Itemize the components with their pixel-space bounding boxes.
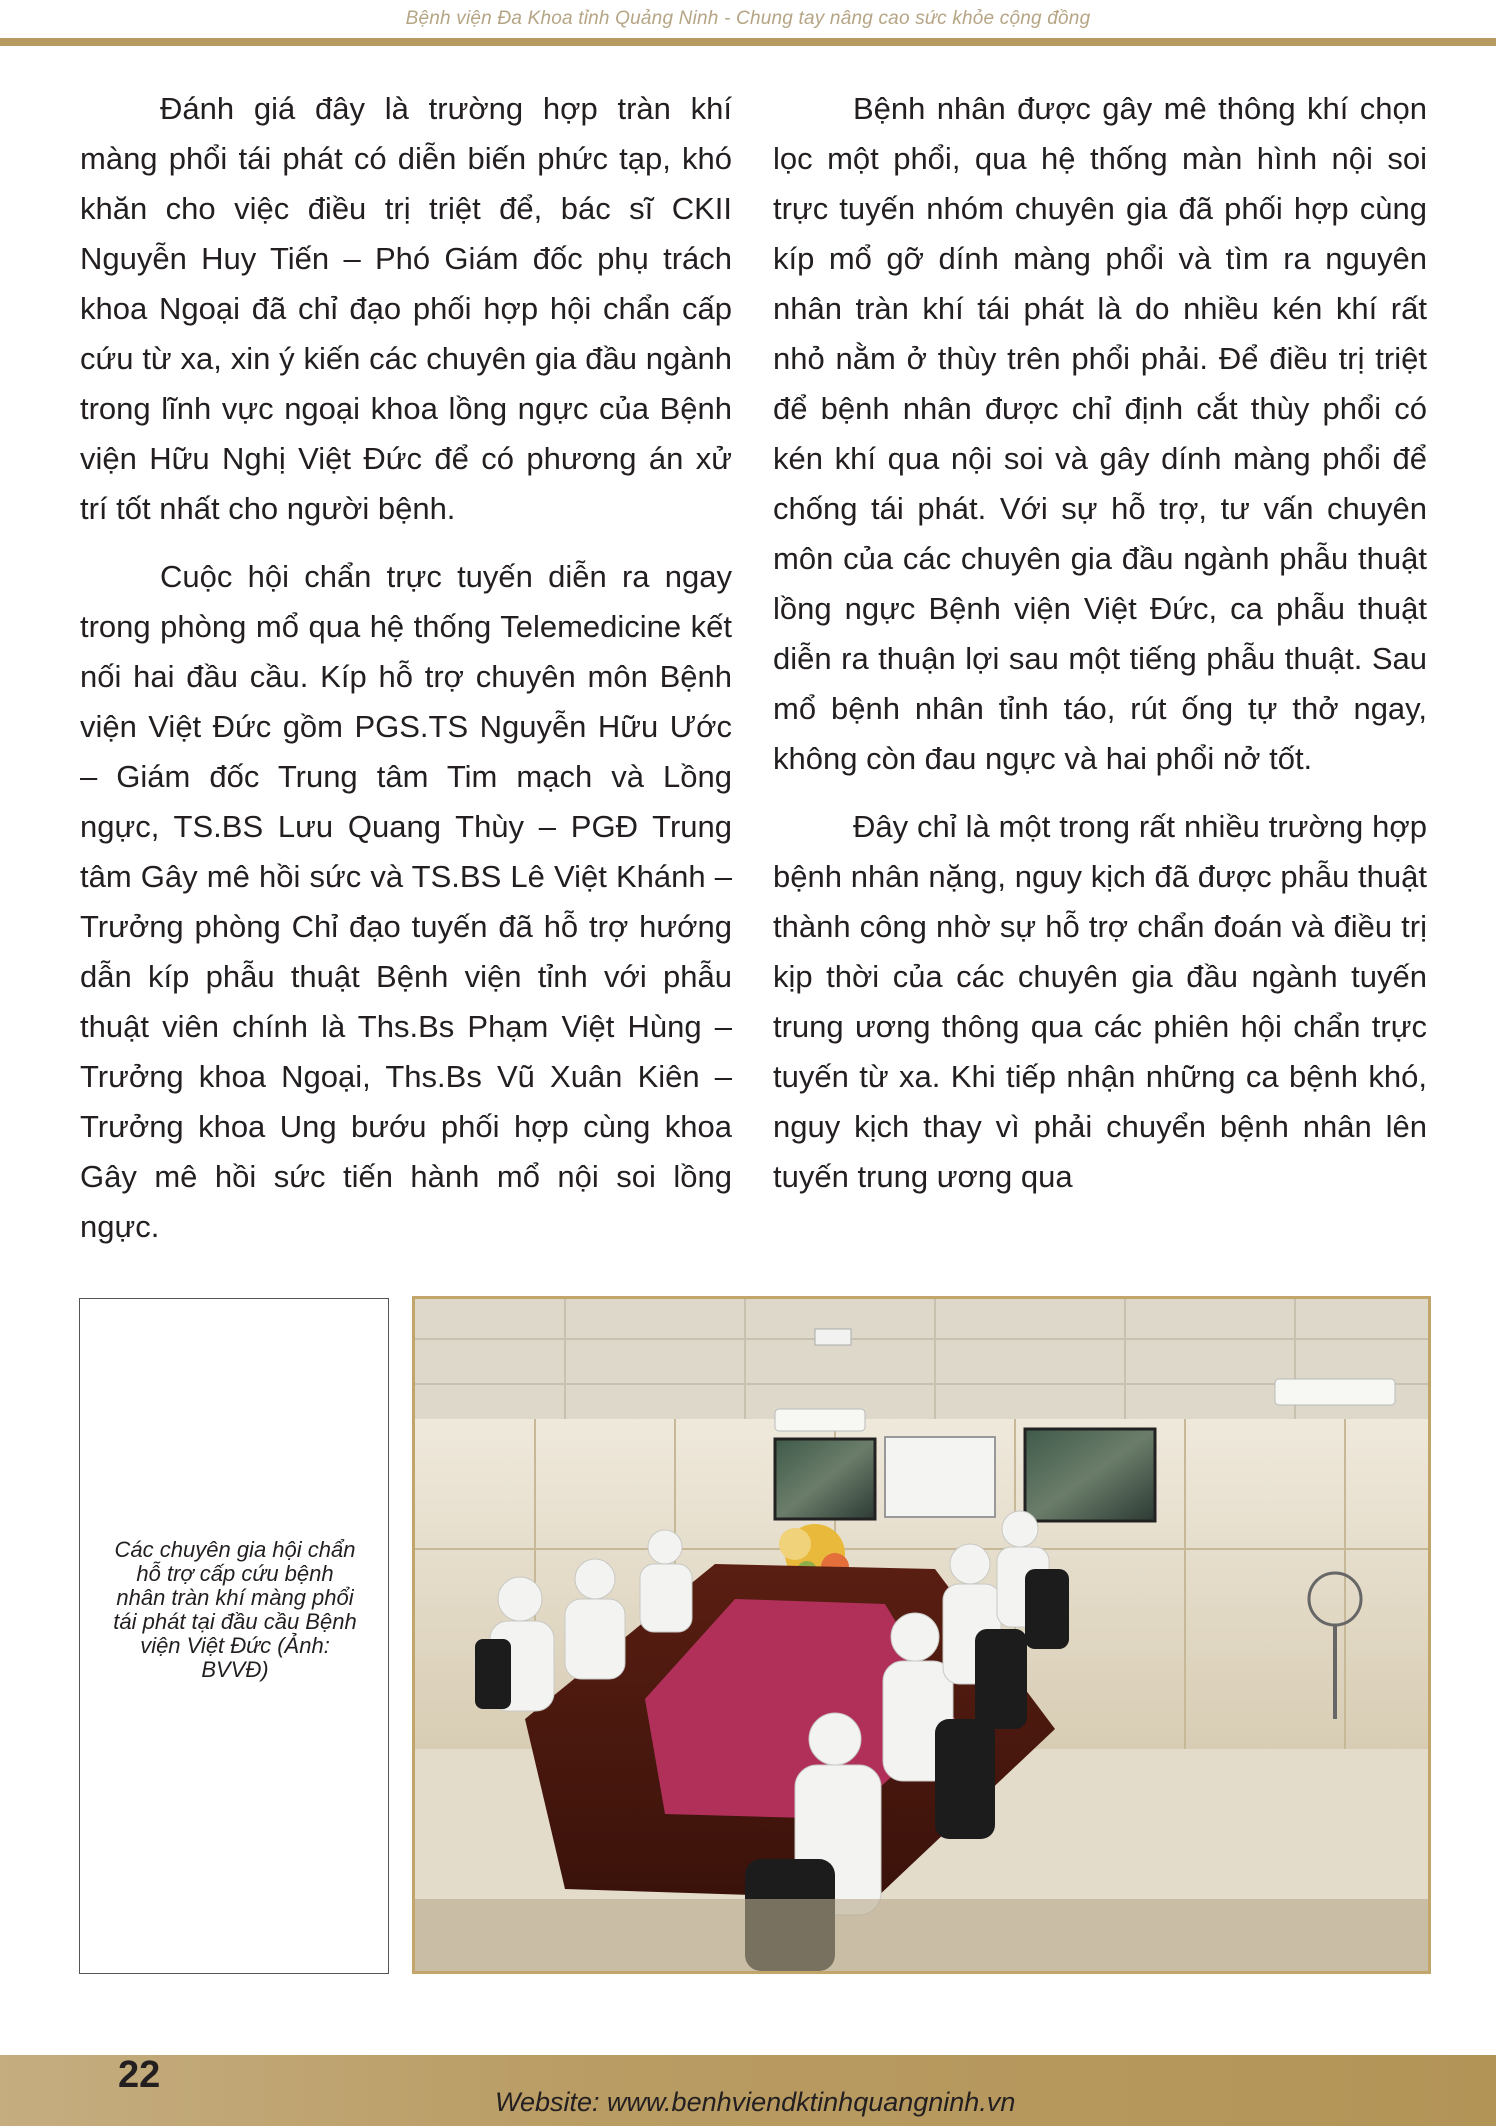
header-rule [0,38,1496,46]
paragraph: Cuộc hội chẩn trực tuyến diễn ra ngay trong phòng mổ qua hệ thống Telemedicine kết nối hai đầu cầu. Kíp hỗ trợ chuyên môn Bệnh viện Việt Đức gồm PGS.TS Nguyễn Hữu Ước – Giám đốc Trung tâm Tim mạch và Lồng ngực, TS.BS Lưu Quang Thùy – PGĐ Trung tâm Gây mê hồi sức và TS.BS Lê Việt Khánh – Trưởng phòng Chỉ đạo tuyến đã hỗ trợ hướng dẫn kíp phẫu thuật Bệnh viện tỉnh với phẫu thuật viên chính là Ths.Bs Phạm Việt Hùng – Trưởng khoa Ngoại, Ths.Bs Vũ Xuân Kiên – Trưởng khoa Ung bướu phối hợp cùng khoa Gây mê hồi sức tiến hành mổ nội soi lồng ngực. [80,559,732,1244]
article-column-left [80,84,732,1270]
running-header: Bệnh viện Đa Khoa tỉnh Quảng Ninh - Chung tay nâng cao sức khỏe cộng đồng [405,8,1091,29]
footer-website-link[interactable]: Website: www.benhviendktinhquangninh.vn [495,2087,1016,2117]
article-column-right [773,84,1427,1220]
figure-caption: Các chuyên gia hội chẩn hỗ trợ cấp cứu bệnh nhân tràn khí màng phổi tái phát tại đầu cầu Bệnh viện Việt Đức (Ảnh: BVVĐ) [113,1537,357,1682]
photo-illustration [415,1299,1428,1971]
paragraph: Bệnh nhân được gây mê thông khí chọn lọc một phổi, qua hệ thống màn hình nội soi trực tuyến nhóm chuyên gia đã phối hợp cùng kíp mổ gỡ dính màng phổi và tìm ra nguyên nhân tràn khí tái phát là do nhiều kén khí rất nhỏ nằm ở thùy trên phổi phải. Để điều trị triệt để bệnh nhân được chỉ định cắt thùy phổi có kén khí qua nội soi và gây dính màng phổi để chống tái phát. Với sự hỗ trợ, tư vấn chuyên môn của các chuyên gia đầu ngành phẫu thuật lồng ngực Bệnh viện Việt Đức, ca phẫu thuật diễn ra thuận lợi sau một tiếng phẫu thuật. Sau mổ bệnh nhân tỉnh táo, rút ống tự thở ngay, không còn đau ngực và hai phổi nở tốt. [773,91,1427,776]
paragraph: Đánh giá đây là trường hợp tràn khí màng phổi tái phát có diễn biến phức tạp, khó khăn cho việc điều trị triệt để, bác sĩ CKII Nguyễn Huy Tiến – Phó Giám đốc phụ trách khoa Ngoại đã chỉ đạo phối hợp hội chẩn cấp cứu từ xa, xin ý kiến các chuyên gia đầu ngành trong lĩnh vực ngoại khoa lồng ngực của Bệnh viện Hữu Nghị Việt Đức để có phương án xử trí tốt nhất cho người bệnh. [80,91,732,526]
meeting-room-photo [412,1296,1431,1974]
page-number: 22 [118,2054,161,2096]
paragraph: Đây chỉ là một trong rất nhiều trường hợp bệnh nhân nặng, nguy kịch đã được phẫu thuật thành công nhờ sự hỗ trợ chẩn đoán và điều trị kịp thời của các chuyên gia đầu ngành tuyến trung ương thông qua các phiên hội chẩn trực tuyến từ xa. Khi tiếp nhận những ca bệnh khó, nguy kịch thay vì phải chuyển bệnh nhân lên tuyến trung ương qua [773,809,1427,1194]
